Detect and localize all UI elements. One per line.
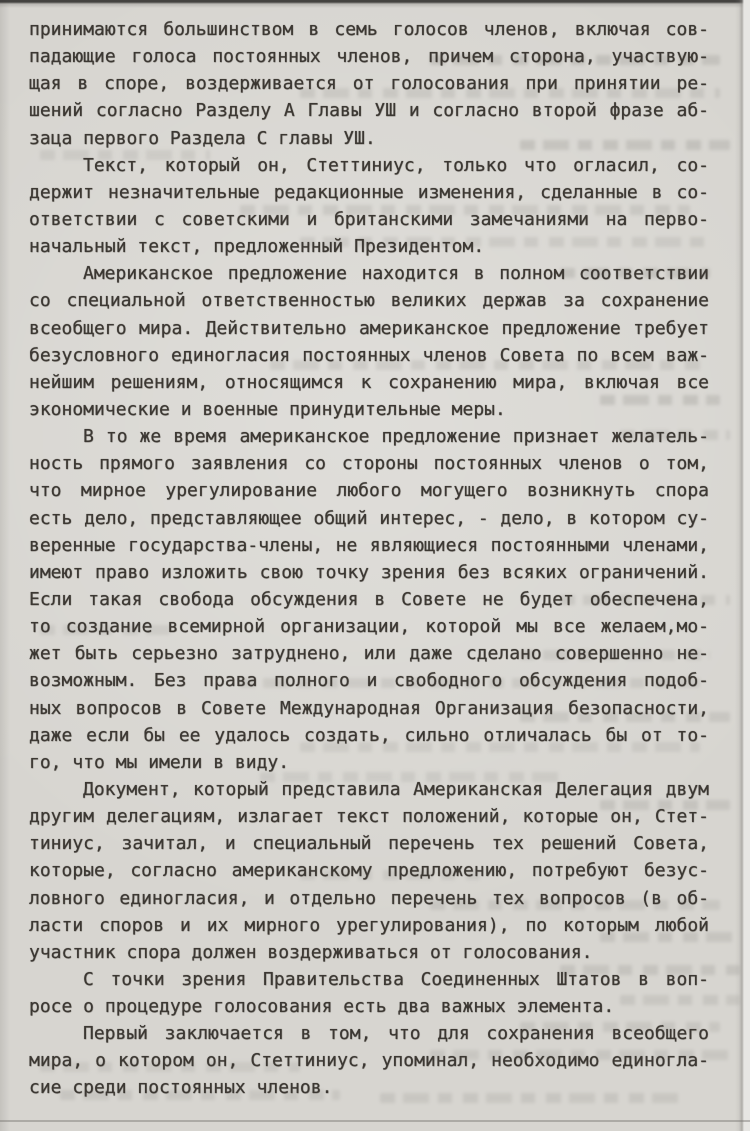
text-line: безусловного единогласия постоянных членов Совета по всем важ- (29, 344, 709, 366)
text-line: то создание всемирной организации, которой мы все желаем,мо- (29, 616, 709, 638)
scan-edge-right (735, 0, 750, 1131)
text-line: тиниус, зачитал, и специальный перечень тех решений Совета, (29, 833, 709, 855)
text-line: ность прямого заявления со стороны постоянных членов о том, (29, 453, 709, 475)
text-line: Первый заключается в том, что для сохранения всеобщего (83, 1023, 709, 1045)
text-line: есть дело, представляющее общий интерес, - дело, в котором су- (29, 507, 709, 529)
text-line: жет быть серьезно затруднено, или даже сделано совершенно не- (29, 643, 709, 665)
text-line: имеют право изложить свою точку зрения без всяких ограничений. (29, 561, 709, 583)
text-line: что мирное урегулирование любого могущего возникнуть спора (29, 480, 709, 502)
scan-edge-top (0, 0, 750, 8)
text-line: заца первого Раздела С главы УШ. (29, 127, 376, 149)
text-line: Если такая свобода обсуждения в Совете не будет обеспечена, (29, 588, 709, 610)
text-line: С точки зрения Правительства Соединенных Штатов в воп- (83, 968, 709, 990)
text-line: мира, о котором он, Стеттиниус, упоминал, необходимо единогла- (29, 1050, 709, 1072)
text-line: росе о процедуре голосования есть два важных элемента. (29, 996, 615, 1018)
scan-edge-bottom (0, 1109, 750, 1131)
text-line: ловного единогласия, и отдельно перечень тех вопросов (в об- (29, 887, 709, 909)
text-line: которые, согласно американскому предложению, потребуют безус- (29, 860, 709, 882)
text-line: другим делегациям, излагает текст положений, которые он, Стет- (29, 806, 709, 828)
text-line: начальный текст, предложенный Президентом. (29, 236, 485, 258)
text-line: щая в споре, воздерживается от голосования при принятии ре- (29, 73, 709, 95)
text-line: падающие голоса постоянных членов, причем сторона, участвую- (29, 46, 709, 68)
text-line: Документ, который представила Американская Делегация двум (83, 778, 709, 800)
text-line: В то же время американское предложение признает желатель- (83, 426, 709, 448)
text-line: ных вопросов в Совете Международная Организация безопасности, (29, 697, 709, 719)
text-line: Текст, который он, Стеттиниус, только что огласил, со- (83, 154, 709, 176)
text-line: нейшим решениям, относящимся к сохранению мира, включая все (29, 371, 709, 393)
text-line: держит незначительные редакционные изменения, сделанные в со- (29, 181, 709, 203)
text-line: экономические и военные принудительные меры. (29, 398, 506, 420)
text-line: сие среди постоянных членов. (29, 1077, 333, 1099)
text-line: Американское предложение находится в полном соответствии (83, 263, 709, 285)
text-line: даже если бы ее удалось создать, сильно отличалась бы от то- (29, 724, 709, 746)
text-line: принимаются большинством в семь голосов членов, включая сов- (29, 19, 709, 40)
text-line: го, что мы имели в виду. (29, 751, 290, 773)
document-text (29, 16, 709, 1102)
text-line: со специальной ответственностью великих держав за сохранение (29, 290, 709, 312)
text-line: всеобщего мира. Действительно американское предложение требует (29, 317, 709, 339)
text-line: участник спора должен воздерживаться от голосования. (29, 941, 593, 963)
text-line: веренные государства-члены, не являющиеся постоянными членами, (29, 534, 709, 556)
text-line: ответствии с советскими и британскими замечаниями на перво- (29, 208, 709, 230)
text-line: ласти споров и их мирного урегулирования), по которым любой (29, 914, 709, 936)
text-line: шений согласно Разделу А Главы УШ и согласно второй фразе аб- (29, 100, 709, 122)
text-line: возможным. Без права полного и свободного обсуждения подоб- (29, 670, 709, 692)
